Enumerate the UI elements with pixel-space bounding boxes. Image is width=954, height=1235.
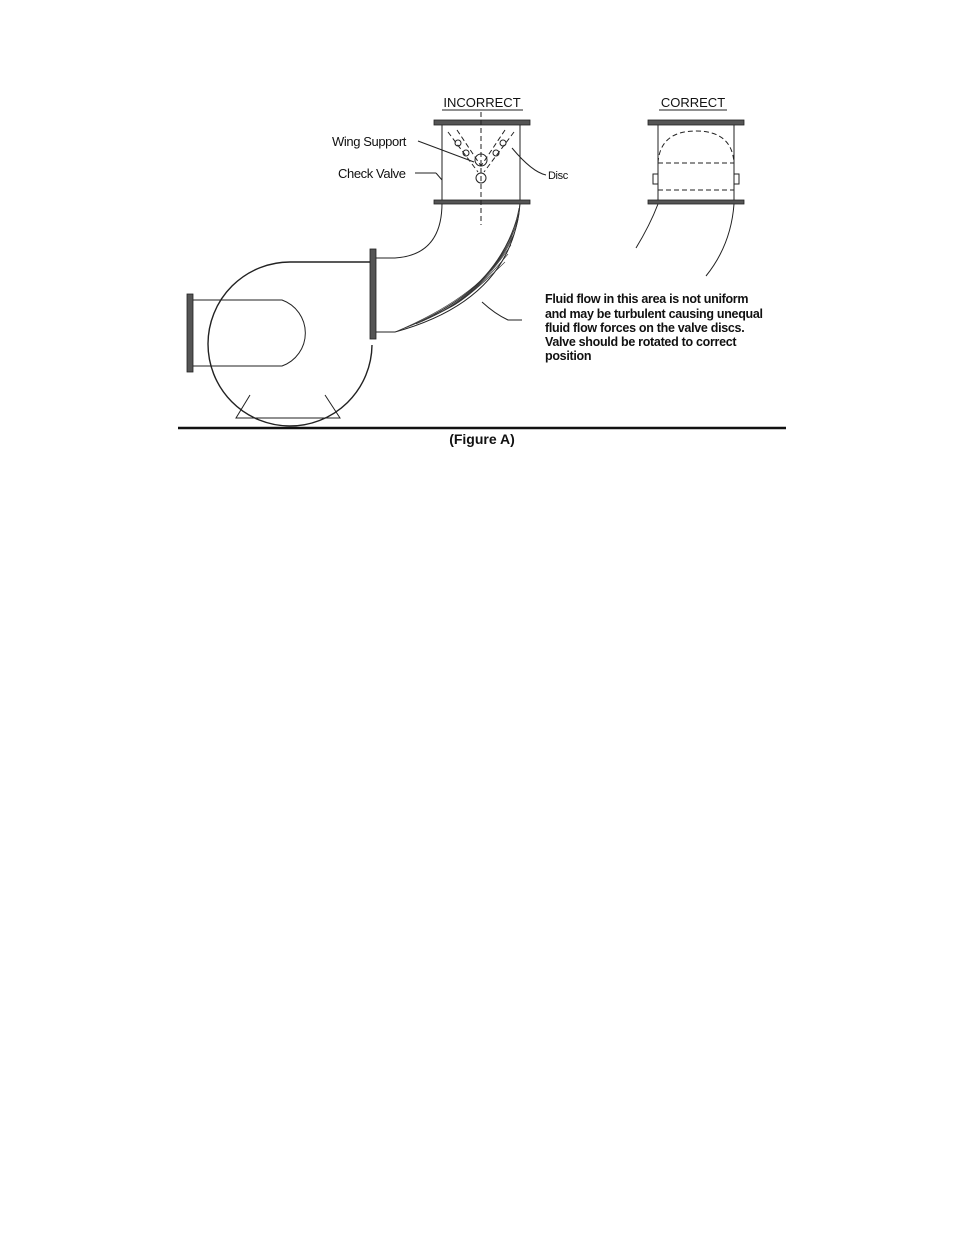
pump [187,249,376,426]
valve-bottom-flange [434,200,530,204]
correct-valve-top-flange [648,120,744,125]
inlet-flange [187,294,193,372]
leader-wing-support [418,141,474,162]
note-leader [482,302,522,320]
note-line: position [545,349,592,363]
check-valve-incorrect [434,112,530,225]
pipe-elbow [376,203,520,332]
label-disc: Disc [548,170,568,182]
label-wing-support: Wing Support [332,134,406,149]
label-check-valve: Check Valve [338,166,406,181]
outlet-flange [370,249,376,339]
figure-a-diagram [0,0,954,460]
note-line: Valve should be rotated to correct [545,335,737,349]
correct-valve-bottom-flange [648,200,744,204]
heading-incorrect: INCORRECT [443,95,521,110]
figure-caption: (Figure A) [449,431,515,447]
note-line: fluid flow forces on the valve discs. [545,321,745,335]
note-line: and may be turbulent causing unequal [545,307,763,321]
turbulent-flow-area [395,203,520,332]
heading-correct: CORRECT [660,95,726,110]
leader-disc [512,148,546,175]
note-line: Fluid flow in this area is not uniform [545,292,749,306]
valve-top-flange [434,120,530,125]
check-valve-correct [636,120,744,276]
flow-note [545,292,763,363]
